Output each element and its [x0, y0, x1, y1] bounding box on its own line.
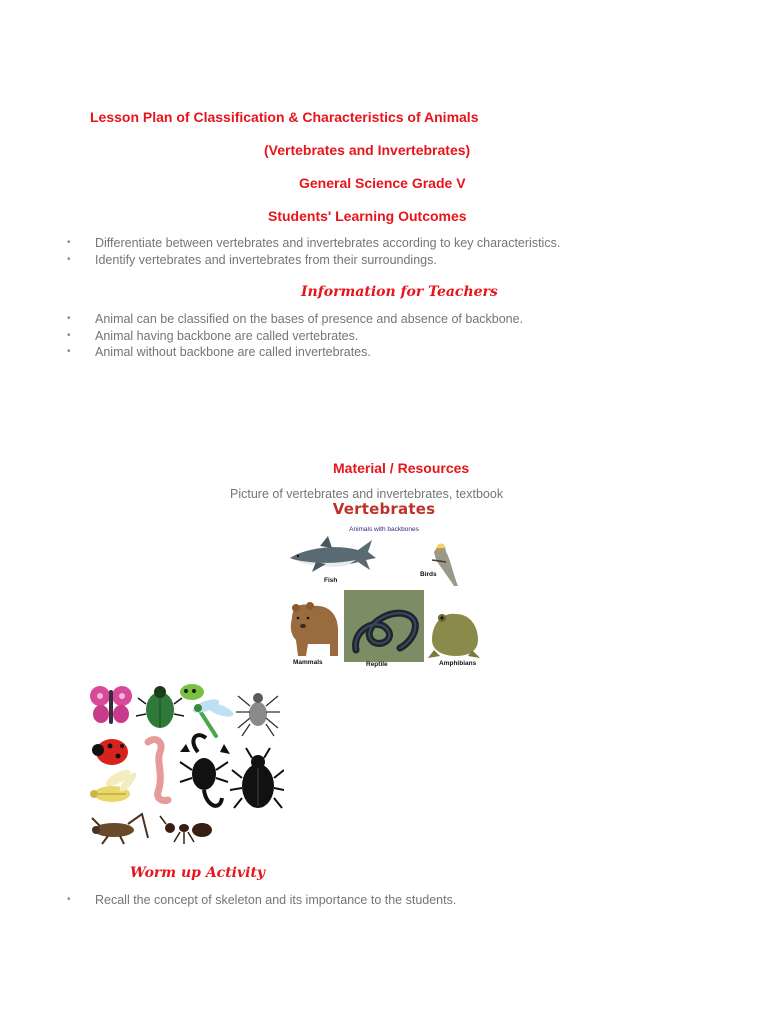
green-beetle-illustration: [136, 686, 184, 728]
mammal-illustration: [291, 602, 338, 656]
teachers-list: [0, 311, 523, 361]
black-beetle-illustration: [230, 748, 284, 808]
amphibian-illustration: [428, 614, 480, 658]
list-item: • Animal having backbone are called vertebrates.: [0, 328, 523, 345]
vertebrates-illustration: [286, 500, 482, 670]
list-item: • Animal can be classified on the bases of presence and absence of backbone.: [0, 311, 523, 328]
cricket-illustration: [92, 814, 148, 844]
amphibians-label: Amphibians: [439, 660, 477, 667]
mammals-label: Mammals: [293, 659, 323, 666]
butterfly-illustration: [90, 686, 132, 724]
wasp-illustration: [90, 767, 139, 802]
reptile-illustration: [344, 590, 424, 662]
ant-illustration: [160, 816, 212, 844]
scorpion-illustration: [180, 735, 230, 806]
materials-heading: Material / Resources: [333, 460, 470, 476]
ladybug-illustration: [92, 739, 128, 765]
bird-illustration: [432, 544, 458, 587]
warmup-list: [0, 892, 456, 909]
outcomes-list: [0, 235, 560, 268]
green-bug-illustration: [180, 684, 204, 700]
list-item: • Differentiate between vertebrates and invertebrates according to key characteristics.: [0, 235, 560, 252]
list-item: • Animal without backbone are called invertebrates.: [0, 344, 523, 361]
invertebrates-figure: [88, 682, 284, 848]
invertebrates-illustration: [88, 682, 284, 848]
reptile-label: Reptile: [366, 661, 388, 668]
lesson-subtitle: (Vertebrates and Invertebrates): [264, 142, 471, 158]
lesson-title: Lesson Plan of Classification & Characteristics of Animals: [90, 109, 479, 125]
spider-illustration: [236, 693, 280, 736]
course-title: General Science Grade V: [299, 175, 466, 191]
list-item: • Identify vertebrates and invertebrates from their surroundings.: [0, 252, 560, 269]
fish-illustration: [290, 536, 376, 572]
worm-illustration: [148, 740, 168, 801]
vertebrates-figure-title: Vertebrates: [332, 500, 436, 518]
warmup-heading: Worm up Activity: [130, 865, 266, 881]
birds-label: Birds: [420, 571, 437, 578]
vertebrates-figure-subtitle: Animals with backbones: [349, 526, 419, 533]
dragonfly-illustration: [191, 697, 235, 736]
list-item: • Recall the concept of skeleton and its importance to the students.: [0, 892, 456, 909]
outcomes-heading: Students' Learning Outcomes: [268, 208, 467, 224]
teachers-heading: Information for Teachers: [301, 284, 498, 300]
vertebrates-figure: [286, 500, 482, 670]
fish-label: Fish: [324, 577, 338, 584]
materials-text: Picture of vertebrates and invertebrates, textbook: [230, 487, 504, 501]
